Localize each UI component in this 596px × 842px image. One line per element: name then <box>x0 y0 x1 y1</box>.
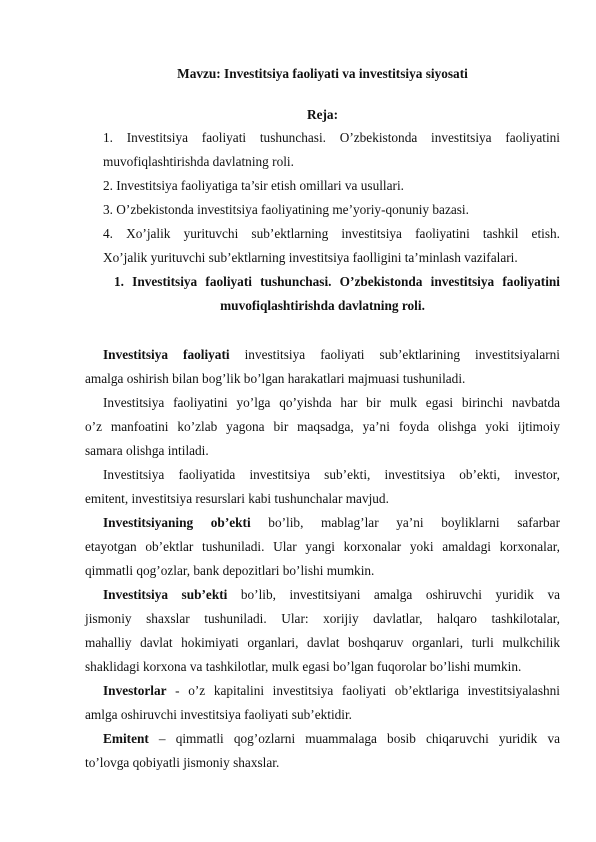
document-title: Mavzu: Investitsiya faoliyati va investitsiya siyosati <box>177 66 468 81</box>
paragraph-1: Investitsiya faoliyati investitsiya faoliyati sub’ektlarining investitsiyalarni <box>103 347 560 362</box>
plan-item-4: 4. Xo’jalik yurituvchi sub’ektlarning investitsiya faoliyatini tashkil etish. <box>103 226 560 241</box>
plan-item-1-cont: muvofiqlashtirishda davlatning roli. <box>103 154 294 169</box>
paragraph-2-line: o’z manfoatini ko’zlab yagona bir maqsadga, ya’ni foyda olishga yoki ijtimoiy <box>85 419 560 434</box>
paragraph-7-line: to’lovga qobiyatli jismoniy shaxslar. <box>85 755 280 770</box>
plan-item-2: 2. Investitsiya faoliyatiga ta’sir etish omillari va usullari. <box>103 178 404 193</box>
paragraph-4-line: qimmatli qog’ozlar, bank depozitlari bo’lishi mumkin. <box>85 563 375 578</box>
paragraph-5-line: mahalliy davlat hokimiyati organlari, davlat boshqaruv organlari, turli mulkchilik <box>85 635 560 650</box>
paragraph-4: Investitsiyaning ob’ekti bo’lib, mablag’lar ya’ni boyliklarni safarbar <box>103 515 561 530</box>
paragraph-6-line: amlga oshiruvchi investitsiya faoliyati sub’ektidir. <box>85 707 352 722</box>
paragraph-2: Investitsiya faoliyatini yo’lga qo’yishda har bir mulk egasi birinchi navbatda <box>103 395 560 410</box>
plan-item-1: 1. Investitsiya faoliyati tushunchasi. O’zbekistonda investitsiya faoliyatini <box>103 130 560 145</box>
paragraph-3: Investitsiya faoliyatida investitsiya sub’ekti, investitsiya ob’ekti, investor, <box>103 467 560 482</box>
paragraph-5: Investitsiya sub’ekti bo’lib, investitsiyani amalga oshiruvchi yuridik va <box>103 587 560 602</box>
paragraph-2-line: samara olishga intiladi. <box>85 443 209 458</box>
section-heading: 1. Investitsiya faoliyati tushunchasi. O’zbekistonda investitsiya faoliyatini <box>114 274 560 289</box>
term-investitsiyaning-obekti: Investitsiyaning ob’ekti <box>103 515 251 530</box>
plan-heading: Reja: <box>306 107 338 122</box>
paragraph-6: Investorlar - o’z kapitalini investitsiya faoliyati ob’ektlariga investitsiyalashni <box>103 683 560 698</box>
plan-item-4-cont: Xo’jalik yurituvchi sub’ektlarning investitsiya faolligini ta’minlash vazifalari. <box>103 250 518 265</box>
paragraph-7: Emitent – qimmatli qog’ozlarni muammalaga bosib chiqaruvchi yuridik va <box>103 731 560 746</box>
paragraph-4-line: etayotgan ob’ektlar tushuniladi. Ular yangi korxonalar yoki amaldagi korxonalar, <box>85 539 560 554</box>
term-investitsiya-faoliyati: Investitsiya faoliyati <box>103 347 230 362</box>
paragraph-5-line: shaklidagi korxona va tashkilotlar, mulk egasi bo’lgan fuqorolar bo’lishi mumkin. <box>85 659 522 674</box>
paragraph-1-line: amalga oshirish bilan bog’lik bo’lgan harakatlari majmuasi tushuniladi. <box>85 371 466 386</box>
plan-item-3: 3. O’zbekistonda investitsiya faoliyatining me’yoriy-qonuniy bazasi. <box>103 202 469 217</box>
term-investorlar: Investorlar <box>103 683 167 698</box>
paragraph-3-line: emitent, investitsiya resurslari kabi tushunchalar mavjud. <box>85 491 389 506</box>
section-heading-cont: muvofiqlashtirishda davlatning roli. <box>220 298 425 313</box>
term-emitent: Emitent <box>103 731 149 746</box>
term-investitsiya-subekti: Investitsiya sub’ekti <box>103 587 228 602</box>
paragraph-5-line: jismoniy shaxslar tushuniladi. Ular: xorijiy davlatlar, halqaro tashkilotalar, <box>85 611 560 626</box>
